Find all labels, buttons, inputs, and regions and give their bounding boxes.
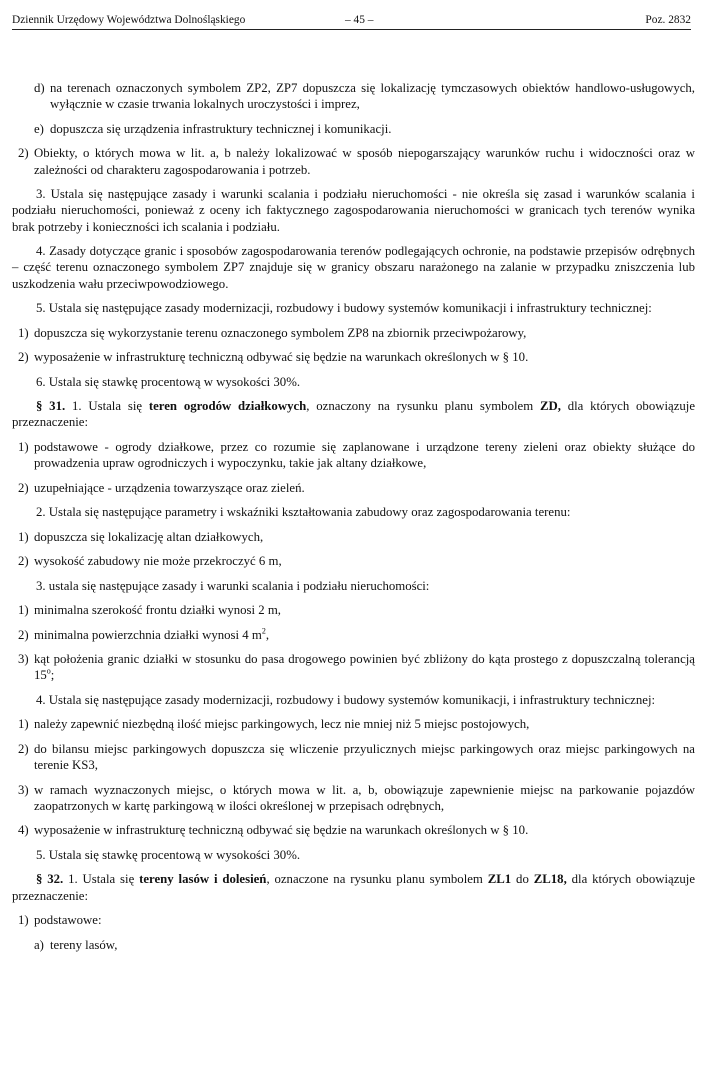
paragraph: 3. Ustala się następujące zasady i warunki scalania i podziału nieruchomości - nie określa się zasad i warunków scalania i podziału nieruchomości, ponieważ z oceny ich faktycznego zagospodarowania nieruchomości w granicach tych terenów wynika brak potrzeby i konieczności ich scalania i podziału. — [12, 187, 695, 234]
section-number: § 32. — [36, 872, 64, 887]
paragraph: 4. Ustala się następujące zasady modernizacji, rozbudowy i budowy systemów komunikacji, i infrastruktury technicznej: — [36, 692, 656, 707]
bold-term: teren ogrodów działkowych — [148, 399, 307, 414]
symbol: ZL18, — [533, 872, 567, 887]
list-item: 1) minimalna szerokość frontu działki wynosi 2 m, — [18, 603, 282, 618]
list-item: 2) Obiekty, o których mowa w lit. a, b należy lokalizować w sposób niepogarszający warunków ruchu i widoczności oraz w zależności od charakteru zagospodarowania i potrzeb. — [18, 146, 695, 177]
document-body — [12, 80, 695, 961]
symbol: ZL1 — [487, 872, 512, 887]
paragraph: 4. Zasady dotyczące granic i sposobów zagospodarowania terenów podlegających ochronie, na podstawie przepisów odrębnych – część terenu oznaczonego symbolem ZP7 znajduje się w granicy obszaru narażonego na zalanie w przypadku zniszczenia lub uszkodzenia wału przeciwpowodziowego. — [12, 244, 695, 291]
bold-term: tereny lasów i dolesień — [139, 872, 267, 887]
list-item: 4) wyposażenie w infrastrukturę techniczną odbywać się będzie na warunkach określonych w § 10. — [18, 823, 529, 838]
symbol: ZD, — [539, 399, 561, 414]
list-item: 1) dopuszcza się lokalizację altan działkowych, — [18, 529, 264, 544]
paragraph: 3. ustala się następujące zasady i warunki scalania i podziału nieruchomości: — [36, 578, 430, 593]
list-item: 1) podstawowe - ogrody działkowe, przez co rozumie się zaplanowane i urządzone tereny zieleni oraz obiekty służące do prowadzenia upraw ogrodniczych i wypoczynku, takie jak altany działkowe, — [18, 439, 695, 471]
section-paragraph: § 31. 1. Ustala się teren ogrodów działkowych, oznaczony na rysunku planu symbolem ZD, dla których obowiązuje przeznaczenie: — [12, 399, 696, 430]
list-item: 1) należy zapewnić niezbędną ilość miejsc parkingowych, lecz nie mniej niż 5 miejsc postojowych, — [18, 717, 530, 732]
position-number: Poz. 2832 — [645, 14, 691, 26]
list-item: 3) kąt położenia granic działki w stosunku do pasa drogowego powinien być zbliżony do kąta prostego z dopuszczalną tolerancją 15$^o$; — [18, 652, 695, 683]
paragraph: 2. Ustala się następujące parametry i wskaźniki kształtowania zabudowy oraz zagospodarowania terenu: — [36, 505, 571, 520]
list-item: e) dopuszcza się urządzenia infrastruktury technicznej i komunikacji. — [34, 121, 392, 136]
page-number: – 45 – — [345, 14, 374, 26]
list-item: 1) dopuszcza się wykorzystanie terenu oznaczonego symbolem ZP8 na zbiornik przeciwpożarowy, — [18, 325, 527, 340]
paragraph: 6. Ustala się stawkę procentową w wysokości 30%. — [36, 374, 301, 389]
list-item: d) na terenach oznaczonych symbolem ZP2, ZP7 dopuszcza się lokalizację tymczasowych obiektów handlowo-usługowych, wyłącznie w czasie trwania lokalnych uroczystości i imprez, — [34, 81, 695, 112]
list-item: a) tereny lasów, — [34, 937, 118, 952]
list-item: 3) w ramach wyznaczonych miejsc, o których mowa w lit. a, b, obowiązuje zapewnienie miejsc na parkowanie pojazdów zaopatrzonych w kartę parkingową w ilości określonej w przepisach odrębnych, — [18, 782, 695, 813]
list-item: 2) do bilansu miejsc parkingowych dopuszcza się wliczenie przyulicznych miejsc parkingowych oraz miejsc parkingowych na terenie KS3, — [18, 741, 695, 773]
page-header — [12, 11, 691, 30]
list-item: 2) minimalna powierzchnia działki wynosi 4 $m^2$, — [18, 626, 270, 642]
journal-title: Dziennik Urzędowy Województwa Dolnośląskiego — [12, 14, 246, 26]
section-paragraph: § 32. 1. Ustala się tereny lasów i dolesień, oznaczone na rysunku planu symbolem ZL1 do ZL18, dla których obowiązuje przeznaczenie: — [12, 872, 696, 903]
paragraph: 5. Ustala się stawkę procentową w wysokości 30%. — [36, 847, 301, 862]
paragraph: 5. Ustala się następujące zasady modernizacji, rozbudowy i budowy systemów komunikacji i infrastruktury technicznej: — [36, 301, 652, 316]
list-item: 2) wysokość zabudowy nie może przekroczyć 6 m, — [18, 554, 282, 569]
list-item: 2) uzupełniające - urządzenia towarzyszące oraz zieleń. — [18, 480, 305, 495]
list-item: 1) podstawowe: — [18, 913, 102, 928]
section-number: § 31. — [36, 399, 66, 414]
list-item: 2) wyposażenie w infrastrukturę techniczną odbywać się będzie na warunkach określonych w § 10. — [18, 350, 529, 365]
